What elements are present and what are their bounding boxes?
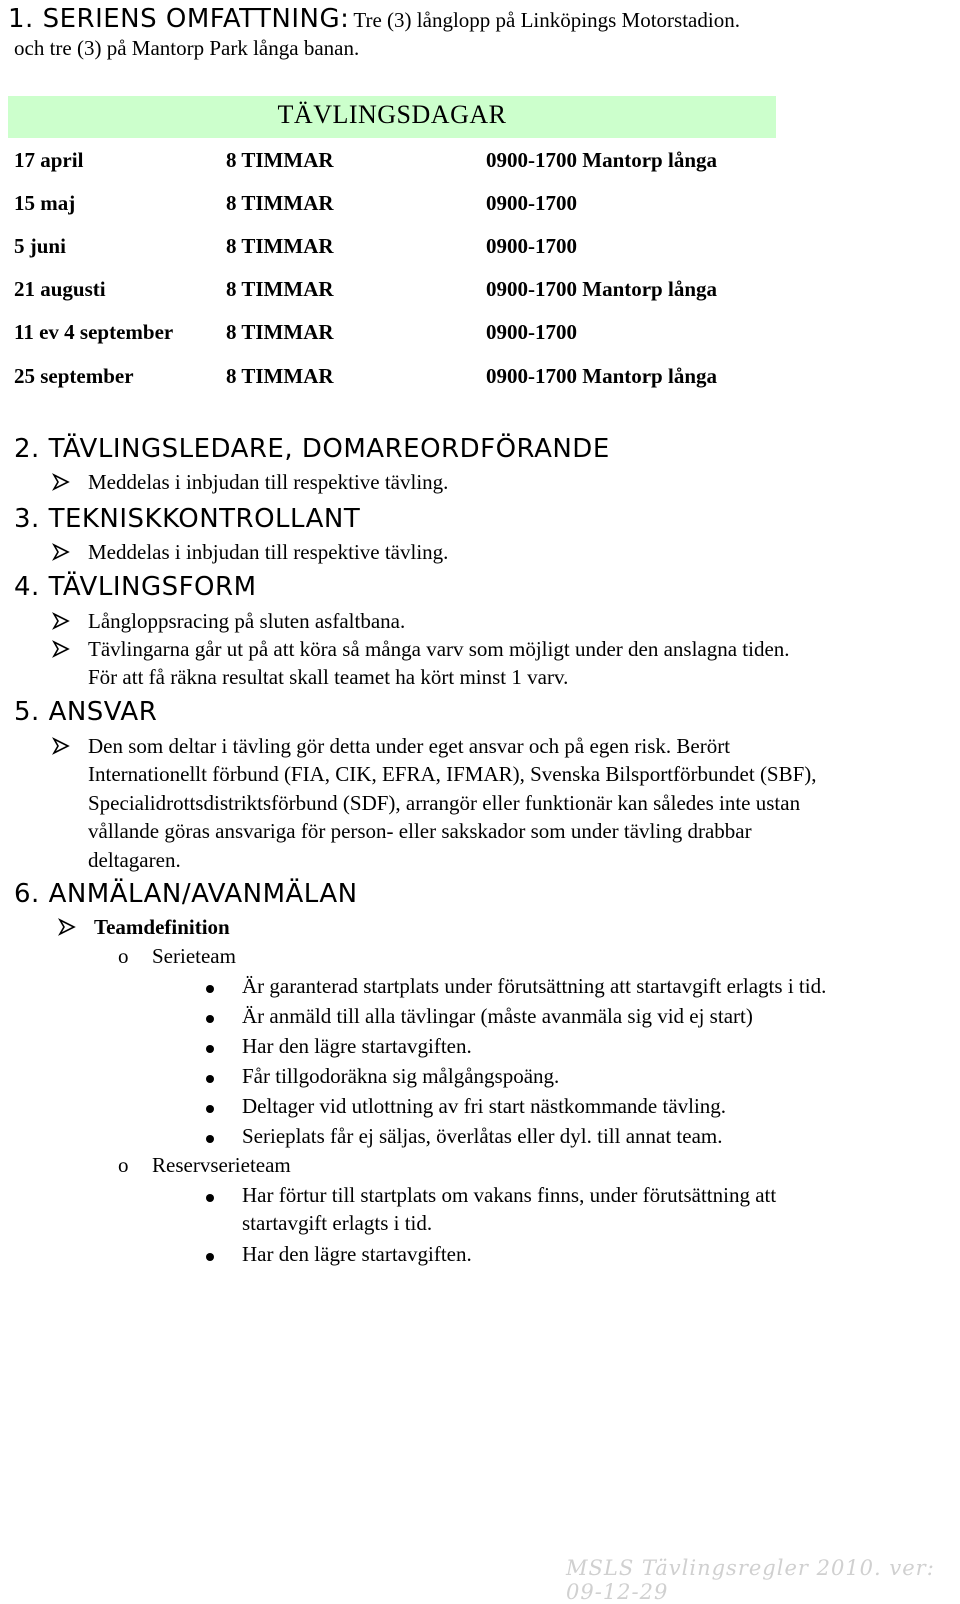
schedule-time: 0900-1700 Mantorp långa: [486, 277, 717, 301]
reserv-item: Har förtur till startplats om vakans finns, under förutsättning att: [242, 1183, 777, 1207]
schedule-duration: 8 TIMMAR: [226, 191, 334, 215]
dot-bullet-icon: [206, 1015, 214, 1023]
section-2-heading: 2. TÄVLINGSLEDARE, DOMAREORDFÖRANDE: [14, 434, 610, 464]
schedule-date: 15 maj: [14, 191, 76, 215]
document-footer: MSLS Tävlingsregler 2010. ver: 09-12-29: [566, 1556, 935, 1604]
dot-bullet-icon: [206, 1075, 214, 1083]
dot-bullet-icon: [206, 985, 214, 993]
reserv-item: startavgift erlagts i tid.: [242, 1211, 433, 1235]
schedule-date: 21 augusti: [14, 277, 106, 301]
section-1-intro-2: och tre (3) på Mantorp Park långa banan.: [14, 36, 360, 60]
circle-bullet-icon: o: [118, 944, 129, 968]
schedule-time: 0900-1700 Mantorp långa: [486, 148, 717, 172]
section-3-item: Meddelas i inbjudan till respektive tävling.: [88, 540, 449, 564]
section-6-heading: 6. ANMÄLAN/AVANMÄLAN: [14, 879, 358, 909]
dot-bullet-icon: [206, 1194, 214, 1202]
section-5-text-line: Internationellt förbund (FIA, CIK, EFRA, IFMAR), Svenska Bilsportförbundet (SBF),: [88, 762, 817, 786]
arrow-bullet-icon: [52, 543, 70, 561]
arrow-bullet-icon: [58, 918, 76, 936]
dot-bullet-icon: [206, 1253, 214, 1261]
schedule-date: 25 september: [14, 364, 134, 388]
schedule-time: 0900-1700 Mantorp långa: [486, 364, 717, 388]
schedule-duration: 8 TIMMAR: [226, 277, 334, 301]
schedule-duration: 8 TIMMAR: [226, 364, 334, 388]
schedule-duration: 8 TIMMAR: [226, 234, 334, 258]
section-4-item: Tävlingarna går ut på att köra så många varv som möjligt under den anslagna tiden.: [88, 637, 790, 661]
teamdefinition-label: Teamdefinition: [94, 915, 230, 939]
schedule-time: 0900-1700: [486, 234, 577, 258]
dot-bullet-icon: [206, 1105, 214, 1113]
circle-bullet-icon: o: [118, 1153, 129, 1177]
section-5-text-line: deltagaren.: [88, 848, 181, 872]
section-1-title: 1. SERIENS OMFATTNING:: [8, 4, 350, 34]
section-4-heading: 4. TÄVLINGSFORM: [14, 572, 257, 602]
section-5-text-line: Den som deltar i tävling gör detta under eget ansvar och på egen risk. Berört: [88, 734, 731, 758]
section-5-text-line: Specialidrottsdistriktsförbund (SDF), arrangör eller funktionär kan således inte ustan: [88, 791, 801, 815]
section-3-heading: 3. TEKNISKKONTROLLANT: [14, 504, 361, 534]
serieteam-item: Har den lägre startavgiften.: [242, 1034, 472, 1058]
schedule-date: 11 ev 4 september: [14, 320, 174, 344]
schedule-title: TÄVLINGSDAGAR: [277, 100, 507, 129]
section-4-item: För att få räkna resultat skall teamet ha kört minst 1 varv.: [88, 665, 569, 689]
section-1-heading: [8, 4, 740, 34]
schedule-time: 0900-1700: [486, 320, 577, 344]
section-2-item: Meddelas i inbjudan till respektive tävling.: [88, 470, 449, 494]
schedule-date: 17 april: [14, 148, 84, 172]
schedule-duration: 8 TIMMAR: [226, 320, 334, 344]
serieteam-item: Är garanterad startplats under förutsättning att startavgift erlagts i tid.: [242, 974, 827, 998]
schedule-date: 5 juni: [14, 234, 66, 258]
arrow-bullet-icon: [52, 612, 70, 630]
dot-bullet-icon: [206, 1045, 214, 1053]
serieteam-label: Serieteam: [152, 944, 236, 968]
serieteam-item: Är anmäld till alla tävlingar (måste avanmäla sig vid ej start): [242, 1004, 753, 1028]
section-1-intro: Tre (3) långlopp på Linköpings Motorstadion.: [353, 8, 740, 32]
arrow-bullet-icon: [52, 737, 70, 755]
serieteam-item: Får tillgodoräkna sig målgångspoäng.: [242, 1064, 560, 1088]
schedule-banner: [8, 96, 776, 138]
section-5-heading: 5. ANSVAR: [14, 697, 158, 727]
arrow-bullet-icon: [52, 473, 70, 491]
schedule-time: 0900-1700: [486, 191, 577, 215]
section-5-text-line: vållande göras ansvariga för person- eller sakskador som under tävling drabbar: [88, 819, 752, 843]
dot-bullet-icon: [206, 1135, 214, 1143]
serieteam-item: Deltager vid utlottning av fri start nästkommande tävling.: [242, 1094, 727, 1118]
reservserieteam-label: Reservserieteam: [152, 1153, 291, 1177]
schedule-duration: 8 TIMMAR: [226, 148, 334, 172]
serieteam-item: Serieplats får ej säljas, överlåtas eller dyl. till annat team.: [242, 1124, 723, 1148]
section-4-item: Långloppsracing på sluten asfaltbana.: [88, 609, 406, 633]
arrow-bullet-icon: [52, 640, 70, 658]
reserv-item: Har den lägre startavgiften.: [242, 1242, 472, 1266]
